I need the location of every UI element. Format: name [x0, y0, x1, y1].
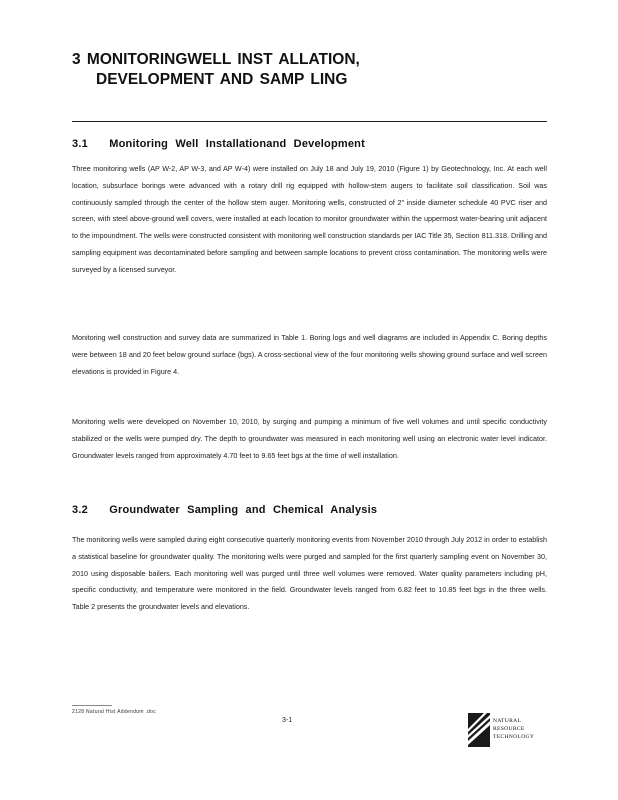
- section-3-2-number: 3.2: [72, 504, 88, 516]
- logo-word-2: RESOURCE: [493, 726, 525, 732]
- section-3-2-title: Groundwater Sampling and Chemical Analysis: [109, 504, 378, 516]
- section-3-1-paragraph-1: Three monitoring wells (AP W-2, AP W-3, and AP W-4) were installed on July 18 and July 19, 2010 (Figure 1) by Geotechnology, Inc. At each well location, subsurface borings were advanced with a rotary drill rig equipped with hollow-stem augers to facilitate soil classification. Soil was continuously sampled through the center of the hollow stem auger. Monitoring wells, constructed of 2" inside diameter schedule 40 PVC riser and screen, with steel above-ground well covers, were installed at each location to monitor groundwater within the uppermost water-bearing unit adjacent to the impoundment. The wells were constructed consistent with monitoring well construction standards per IAC Title 35, Section 811.318. Drilling and sampling equipment was decontaminated before sampling and between sample locations to prevent cross contamination. The monitoring wells were surveyed by a licensed surveyor.: [72, 164, 547, 274]
- section-3-1-paragraph-3: Monitoring wells were developed on November 10, 2010, by surging and pumping a minimum of five well volumes and until specific conductivity stabilized or the wells were pumped dry. The depth to groundwater was measured in each monitoring well using an electronic water level indicator. Groundwater levels ranged from approximately 4.70 feet to 9.65 feet bgs at the time of well installation.: [72, 417, 547, 460]
- company-logo: [464, 711, 554, 751]
- heading-rule: [72, 121, 547, 122]
- section-3-1-number: 3.1: [72, 138, 88, 150]
- footer-rule: [72, 705, 112, 706]
- logo-word-1: NATURAL: [493, 718, 522, 724]
- page-number: 3-1: [282, 717, 293, 724]
- chapter-heading: [72, 50, 552, 90]
- section-3-1-paragraph-2: Monitoring well construction and survey data are summarized in Table 1. Boring logs and well diagrams are included in Appendix C. Boring depths were between 18 and 20 feet below ground surface (bgs). A cross-sectional view of the four monitoring wells showing ground surface and well screen elevations is provided in Figure 4.: [72, 333, 547, 376]
- chapter-heading-line-2: DEVELOPMENT AND SAMP LING: [96, 71, 348, 88]
- footer-file-name: 2128 Natural Hist Addendum .doc: [72, 709, 157, 715]
- section-3-1-heading: [72, 138, 365, 150]
- logo-word-3: TECHNOLOGY: [493, 734, 535, 740]
- section-3-1-title: Monitoring Well Installationand Development: [109, 138, 365, 150]
- logo-wordmark: [493, 717, 534, 741]
- section-3-2-heading: [72, 504, 377, 516]
- chapter-heading-line-1: 3 MONITORINGWELL INST ALLATION,: [72, 51, 360, 68]
- section-3-2-paragraph-1: The monitoring wells were sampled during eight consecutive quarterly monitoring events from November 2010 through July 2012 in order to establish a statistical baseline for groundwater quality. The monitoring wells were purged and sampled for the first quarterly sampling event on November 30, 2010 using disposable bailers. Each monitoring well was purged until three well volumes were removed. Water quality parameters including pH, specific conductivity, and temperature were monitored in the field. Groundwater levels ranged from 6.82 feet to 10.85 feet bgs in the three wells. Table 2 presents the groundwater levels and elevations.: [72, 535, 547, 612]
- logo-mark-icon: [464, 711, 492, 749]
